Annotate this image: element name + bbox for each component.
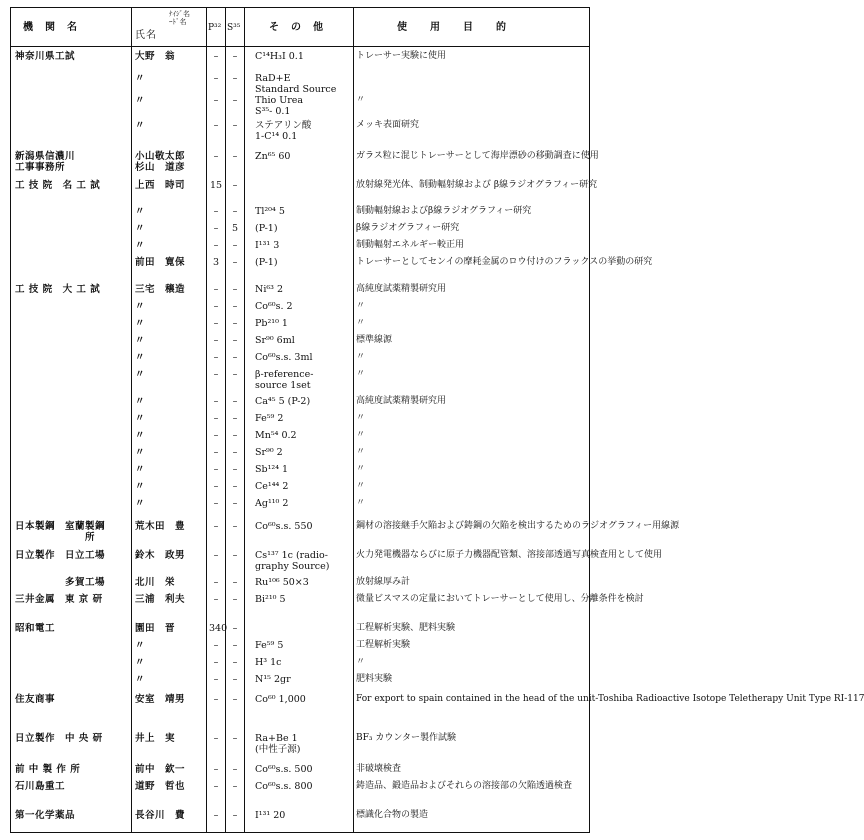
name-cell: 〃: [135, 335, 146, 346]
name-cell: 上西 時司: [135, 180, 186, 191]
table-row: [11, 149, 599, 178]
p32-cell: –: [213, 447, 219, 458]
s35-cell: –: [232, 318, 238, 329]
p32-cell: –: [213, 396, 219, 407]
isotope-cell: Ag¹¹⁰ 2: [255, 498, 289, 509]
s35-cell: –: [232, 464, 238, 475]
table-header: [11, 8, 589, 47]
name-cell: 〃: [135, 95, 146, 106]
table-row: [11, 316, 589, 333]
header-purpose: 使 用 目 的: [397, 22, 507, 33]
purpose-cell: 〃: [356, 95, 366, 105]
purpose-cell: ガラス粒に混じトレーサーとして海岸漂砂の移動調査に使用: [356, 151, 599, 161]
name-cell: 〃: [135, 396, 146, 407]
name-cell: 〃: [135, 73, 146, 84]
purpose-cell: トレーサー実験に使用: [356, 51, 447, 61]
p32-cell: –: [213, 733, 219, 744]
isotope-cell: Ni⁶³ 2: [255, 284, 284, 295]
org-cell: 工 技 院 名 工 試: [15, 180, 101, 191]
header-other: そ の 他: [269, 22, 324, 33]
isotope-cell: Co⁶⁰s.s. 550: [255, 521, 313, 532]
p32-cell: –: [213, 352, 219, 363]
table-row: [11, 299, 589, 316]
s35-cell: –: [232, 781, 238, 792]
table-row: [11, 367, 589, 394]
name-cell: 安室 靖男: [135, 694, 186, 705]
s35-cell: –: [232, 733, 238, 744]
purpose-cell: 放射線発光体、制動輻射線および β線ラジオグラフィー研究: [356, 180, 598, 190]
s35-cell: –: [232, 335, 238, 346]
name-cell: 〃: [135, 301, 146, 312]
p32-cell: –: [213, 674, 219, 685]
isotope-cell: Co⁶⁰s.s. 800: [255, 781, 313, 792]
table-row: [11, 282, 589, 299]
purpose-cell: 高純度試薬精製研究用: [356, 396, 447, 406]
p32-cell: –: [213, 301, 219, 312]
org-cell: 日立製作 日立工場: [15, 550, 106, 561]
p32-cell: –: [213, 594, 219, 605]
isotope-cell: Thio Urea S³⁵- 0.1: [255, 95, 304, 117]
s35-cell: –: [232, 369, 238, 380]
org-cell: 神奈川県工試: [15, 51, 76, 62]
isotope-cell: (P-1): [255, 257, 278, 268]
p32-cell: –: [213, 521, 219, 532]
isotope-cell: Sr⁹⁰ 2: [255, 447, 283, 458]
purpose-cell: 〃: [356, 352, 366, 362]
purpose-cell: β線ラジオグラフィー研究: [356, 223, 460, 233]
table-row: [11, 93, 589, 118]
p32-cell: –: [213, 764, 219, 775]
p32-cell: –: [213, 498, 219, 509]
purpose-cell: 制動輻射エネルギー較正用: [356, 240, 465, 250]
name-cell: 〃: [135, 240, 146, 251]
purpose-cell: 〃: [356, 447, 366, 457]
purpose-cell: 鋼材の溶接継手欠陥および鋳鋼の欠陥を検出するためのラジオグラフィー用線源: [356, 521, 680, 531]
p32-cell: –: [213, 206, 219, 217]
registry-table: [10, 7, 864, 833]
table-row: [11, 221, 589, 238]
name-cell: 小山敬太郎 杉山 道彦: [135, 151, 186, 173]
s35-cell: –: [232, 51, 238, 62]
purpose-cell: メッキ表面研究: [356, 120, 420, 130]
isotope-cell: Co⁶⁰s.s. 3ml: [255, 352, 313, 363]
table-row: [11, 762, 589, 779]
purpose-cell: 〃: [356, 657, 366, 667]
s35-cell: –: [232, 623, 238, 634]
purpose-cell: 微量ビスマスの定量においてトレーサーとして使用し、分離条件を検討: [356, 594, 644, 604]
isotope-cell: I¹³¹ 3: [255, 240, 280, 251]
org-cell: 三井金属 東 京 研: [15, 594, 103, 605]
p32-cell: –: [213, 781, 219, 792]
header-p32: P³²: [208, 23, 222, 33]
name-cell: 大野 翁: [135, 51, 176, 62]
name-cell: 井上 実: [135, 733, 176, 744]
p32-cell: –: [213, 430, 219, 441]
isotope-cell: RaD+E Standard Source: [255, 73, 337, 95]
name-cell: 〃: [135, 352, 146, 363]
table-row: [11, 204, 589, 221]
s35-cell: –: [232, 206, 238, 217]
purpose-cell: 工程解析実験、肥料実験: [356, 623, 456, 633]
org-cell: 第一化学薬品: [15, 810, 76, 821]
table-row: [11, 118, 589, 149]
name-cell: 前田 寛保: [135, 257, 186, 268]
isotope-cell: Zn⁶⁵ 60: [255, 151, 291, 162]
p32-cell: –: [213, 640, 219, 651]
purpose-cell: 高純度試薬精製研究用: [356, 284, 447, 294]
table-row: [11, 496, 589, 519]
purpose-cell: 肥料実験: [356, 674, 393, 684]
purpose-cell: 工程解析実験: [356, 640, 411, 650]
name-cell: 〃: [135, 640, 146, 651]
isotope-cell: Ce¹⁴⁴ 2: [255, 481, 289, 492]
s35-cell: –: [232, 240, 238, 251]
s35-cell: –: [232, 640, 238, 651]
isotope-cell: N¹⁵ 2gr: [255, 674, 291, 685]
table-row: [11, 49, 589, 71]
table-row: [11, 731, 589, 762]
isotope-cell: Bi²¹⁰ 5: [255, 594, 286, 605]
p32-cell: –: [213, 223, 219, 234]
purpose-cell: 標識化合物の製造: [356, 810, 429, 820]
s35-cell: –: [232, 498, 238, 509]
org-cell: 日本製鋼 室蘭製鋼 所: [15, 521, 106, 543]
isotope-cell: Ca⁴⁵ 5 (P-2): [255, 396, 311, 407]
name-cell: 北川 栄: [135, 577, 176, 588]
name-cell: 〃: [135, 318, 146, 329]
p32-cell: –: [213, 550, 219, 561]
isotope-cell: H³ 1c: [255, 657, 282, 668]
p32-cell: 3: [212, 257, 220, 268]
isotope-cell: Co⁶⁰ 1,000: [255, 694, 306, 705]
p32-cell: –: [213, 95, 219, 106]
purpose-cell: 〃: [356, 430, 366, 440]
s35-cell: –: [232, 694, 238, 705]
isotope-cell: Tl²⁰⁴ 5: [255, 206, 285, 217]
s35-cell: –: [232, 257, 238, 268]
name-cell: 〃: [135, 120, 146, 131]
table-row: [11, 333, 589, 350]
purpose-cell: 制動輻射線およびβ線ラジオグラフィー研究: [356, 206, 532, 216]
name-cell: 〃: [135, 674, 146, 685]
s35-cell: –: [232, 396, 238, 407]
s35-cell: –: [232, 577, 238, 588]
isotope-cell: (P-1): [255, 223, 278, 234]
isotope-cell: Pb²¹⁰ 1: [255, 318, 288, 329]
s35-cell: 5: [231, 223, 239, 234]
name-cell: 〃: [135, 447, 146, 458]
isotope-cell: Mn⁵⁴ 0.2: [255, 430, 297, 441]
purpose-cell: BF₃ カウンター製作試験: [356, 733, 456, 743]
purpose-cell: 〃: [356, 481, 366, 491]
s35-cell: –: [232, 352, 238, 363]
s35-cell: –: [232, 73, 238, 84]
header-name: 氏名: [135, 30, 157, 41]
name-cell: 三浦 利夫: [135, 594, 186, 605]
p32-cell: –: [213, 464, 219, 475]
table-row: [11, 779, 589, 808]
s35-cell: –: [232, 594, 238, 605]
table-row: [11, 638, 589, 655]
isotope-cell: Cs¹³⁷ 1c (radio- graphy Source): [255, 550, 330, 572]
table-row: [11, 575, 589, 592]
isotope-cell: Ru¹⁰⁶ 50×3: [255, 577, 309, 588]
name-cell: 荒木田 豊: [135, 521, 186, 532]
purpose-cell: トレーサーとしてセンイの摩耗金属のロウ付けのフラックスの挙動の研究: [356, 257, 653, 267]
p32-cell: –: [213, 694, 219, 705]
name-cell: 〃: [135, 430, 146, 441]
table-row: [11, 394, 589, 411]
s35-cell: –: [232, 301, 238, 312]
name-cell: 〃: [135, 206, 146, 217]
isotope-cell: Fe⁵⁹ 5: [255, 640, 284, 651]
table-row: [11, 255, 653, 282]
p32-cell: –: [213, 240, 219, 251]
isotope-cell: Sr⁹⁰ 6ml: [255, 335, 295, 346]
table-row: [11, 178, 598, 204]
table-row: [11, 411, 589, 428]
isotope-cell: ステアリン酸 1-C¹⁴ 0.1: [255, 120, 312, 142]
purpose-cell: 鋳造品、鍛造品およびそれらの溶接部の欠陥透過検査: [356, 781, 573, 791]
s35-cell: –: [232, 481, 238, 492]
table-row: [11, 428, 589, 445]
s35-cell: –: [232, 657, 238, 668]
s35-cell: –: [232, 550, 238, 561]
s35-cell: –: [232, 674, 238, 685]
name-cell: 〃: [135, 223, 146, 234]
s35-cell: –: [232, 430, 238, 441]
p32-cell: –: [213, 810, 219, 821]
s35-cell: –: [232, 447, 238, 458]
p32-cell: –: [213, 318, 219, 329]
purpose-cell: 非破壊検査: [356, 764, 402, 774]
org-cell: 石川島重工: [15, 781, 66, 792]
name-cell: 道野 哲也: [135, 781, 186, 792]
s35-cell: –: [232, 521, 238, 532]
p32-cell: –: [213, 413, 219, 424]
purpose-cell: 〃: [356, 318, 366, 328]
org-cell: 昭和電工: [15, 623, 56, 634]
p32-cell: 15: [209, 180, 223, 191]
purpose-cell: 標準線源: [356, 335, 393, 345]
isotope-cell: Fe⁵⁹ 2: [255, 413, 284, 424]
p32-cell: –: [213, 369, 219, 380]
s35-cell: –: [232, 95, 238, 106]
name-cell: 三宅 穣造: [135, 284, 186, 295]
s35-cell: –: [232, 120, 238, 131]
org-cell: 工 技 院 大 工 試: [15, 284, 101, 295]
header-name-small: ﾅｲｼﾞ名 ｰﾄﾞ名: [169, 10, 190, 26]
table-row: [11, 692, 864, 731]
purpose-cell: 〃: [356, 498, 366, 508]
isotope-cell: I¹³¹ 20: [255, 810, 286, 821]
purpose-cell: 〃: [356, 413, 366, 423]
s35-cell: –: [232, 764, 238, 775]
s35-cell: –: [232, 810, 238, 821]
table-row: [11, 238, 589, 255]
table-row: [11, 462, 589, 479]
table-row: [11, 519, 680, 548]
table-row: [11, 71, 589, 93]
name-cell: 〃: [135, 657, 146, 668]
p32-cell: –: [213, 51, 219, 62]
p32-cell: –: [213, 284, 219, 295]
s35-cell: –: [232, 151, 238, 162]
name-cell: 前中 欽一: [135, 764, 186, 775]
org-cell: 多賀工場: [15, 577, 106, 588]
table-row: [11, 655, 589, 672]
s35-cell: –: [232, 180, 238, 191]
purpose-cell: 〃: [356, 464, 366, 474]
name-cell: 鈴木 政男: [135, 550, 186, 561]
p32-cell: 340: [209, 623, 228, 634]
name-cell: 〃: [135, 464, 146, 475]
org-cell: 新潟県信濃川 工事事務所: [15, 151, 76, 173]
purpose-cell: 火力発電機器ならびに原子力機器配管類、溶接部透過写真検査用として使用: [356, 550, 663, 560]
name-cell: 〃: [135, 481, 146, 492]
p32-cell: –: [213, 481, 219, 492]
name-cell: 〃: [135, 413, 146, 424]
org-cell: 前 中 製 作 所: [15, 764, 81, 775]
table-row: [11, 445, 589, 462]
s35-cell: –: [232, 284, 238, 295]
isotope-cell: Co⁶⁰s.s. 500: [255, 764, 313, 775]
header-org: 機 関 名: [23, 22, 78, 33]
name-cell: 〃: [135, 498, 146, 509]
name-cell: 園田 晋: [135, 623, 176, 634]
purpose-cell: 〃: [356, 301, 366, 311]
table-row: [11, 672, 589, 692]
table-row: [11, 548, 663, 575]
org-cell: 住友商事: [15, 694, 56, 705]
table-row: [11, 621, 589, 638]
p32-cell: –: [213, 120, 219, 131]
isotope-cell: Ra+Be 1 (中性子源): [255, 733, 301, 755]
purpose-cell: For export to spain contained in the head of the unit-Toshiba Radioactive Isotope Teletherapy Unit Type RI-117: [356, 694, 864, 704]
p32-cell: –: [213, 151, 219, 162]
org-cell: 日立製作 中 央 研: [15, 733, 103, 744]
table-row: [11, 808, 589, 826]
p32-cell: –: [213, 657, 219, 668]
p32-cell: –: [213, 577, 219, 588]
isotope-cell: C¹⁴H₃I 0.1: [255, 51, 304, 62]
isotope-cell: β-reference- source 1set: [255, 369, 314, 391]
name-cell: 長谷川 費: [135, 810, 186, 821]
isotope-cell: Sb¹²⁴ 1: [255, 464, 289, 475]
purpose-cell: 放射線厚み計: [356, 577, 411, 587]
table-row: [11, 350, 589, 367]
p32-cell: –: [213, 335, 219, 346]
table-row: [11, 479, 589, 496]
purpose-cell: 〃: [356, 369, 366, 379]
header-s35: S³⁵: [227, 23, 241, 33]
isotope-cell: Co⁶⁰s. 2: [255, 301, 293, 312]
s35-cell: –: [232, 413, 238, 424]
table-row: [11, 592, 644, 621]
name-cell: 〃: [135, 369, 146, 380]
p32-cell: –: [213, 73, 219, 84]
